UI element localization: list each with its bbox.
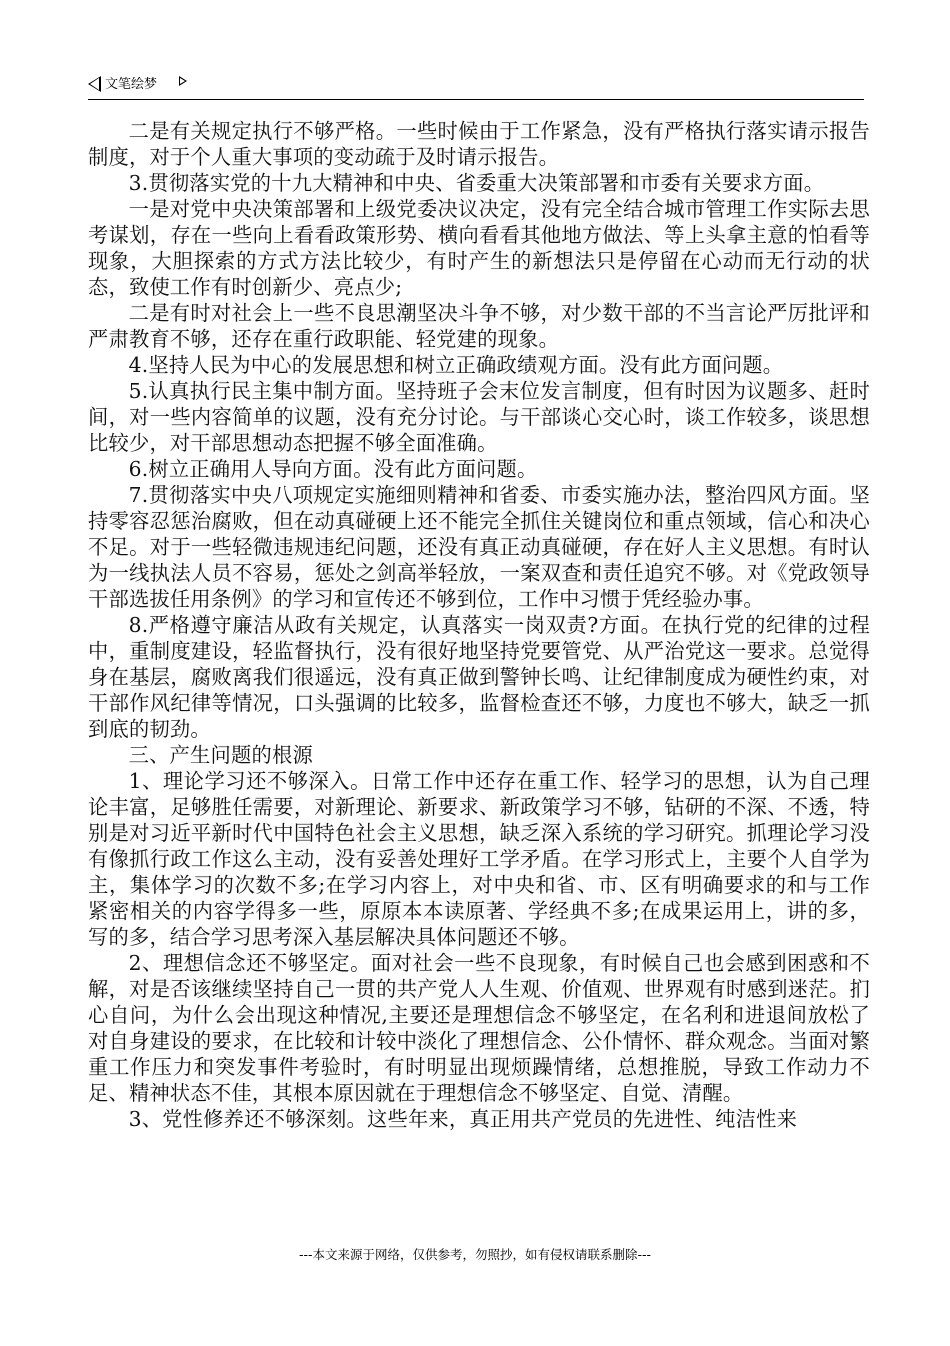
paragraph: 5.认真执行民主集中制方面。坚持班子会末位发言制度，但有时因为议题多、赶时间，对一些内容简单的议题，没有充分讨论。与干部谈心交心时，谈工作较多，谈思想比较少，对干部思想动态把握不够全面准确。 xyxy=(88,379,870,455)
header-title: 文笔绘梦 xyxy=(105,77,158,92)
paragraph: 4.坚持人民为中心的发展思想和树立正确政绩观方面。没有此方面问题。 xyxy=(128,353,784,377)
paragraph: 7.贯彻落实中央八项规定实施细则精神和省委、市委实施办法，整治四风方面。坚持零容忍惩治腐败，但在动真碰硬上还不能完全抓住关键岗位和重点领域，信心和决心不足。对于一些轻微违规违纪问题，还没有真正动真碰硬，存在好人主义思想。有时认为一线执法人员不容易，惩处之剑高举轻放，一案双查和责任追究不够。对《党政领导干部选拔任用条例》的学习和宣传还不够到位，工作中习惯于凭经验办事。 xyxy=(88,483,870,611)
footer-disclaimer: ---本文来源于网络，仅供参考，勿照抄，如有侵权请联系删除--- xyxy=(298,1247,652,1262)
paragraph: 3.贯彻落实党的十九大精神和中央、省委重大决策部署和市委有关要求方面。 xyxy=(128,171,825,195)
paragraph: 二是有时对社会上一些不良思潮坚决斗争不够，对少数干部的不当言论严厉批评和严肃教育不够，还存在重行政职能、轻党建的现象。 xyxy=(88,301,870,351)
section-heading: 三、产生问题的根源 xyxy=(128,743,313,767)
paragraph: 一是对党中央决策部署和上级党委决议决定，没有完全结合城市管理工作实际去思考谋划，存在一些向上看看政策形势、横向看看其他地方做法、等上头拿主意的怕看等现象，大胆探索的方式方法比较少，有时产生的新想法只是停留在心动而无行动的状态，致使工作有时创新少、亮点少; xyxy=(88,197,870,299)
document-body xyxy=(88,118,870,1132)
paragraph: 二是有关规定执行不够严格。一些时候由于工作紧急，没有严格执行落实请示报告制度，对于个人重大事项的变动疏于及时请示报告。 xyxy=(88,119,870,169)
paragraph: 3、党性修养还不够深刻。这些年来，真正用共产党员的先进性、纯洁性来 xyxy=(128,1107,798,1131)
page-header xyxy=(88,73,864,100)
paragraph: 1、理论学习还不够深入。日常工作中还存在重工作、轻学习的思想，认为自己理论丰富，足够胜任需要，对新理论、新要求、新政策学习不够，钻研的不深、不透，特别是对习近平新时代中国特色社会主义思想，缺乏深入系统的学习研究。抓理论学习没有像抓行政工作这么主动，没有妥善处理好工学矛盾。在学习形式上，主要个人自学为主，集体学习的次数不多;在学习内容上，对中央和省、市、区有明确要求的和与工作紧密相关的内容学得多一些，原原本本读原著、学经典不多;在成果运用上，讲的多，写的多，结合学习思考深入基层解决具体问题还不够。 xyxy=(88,769,870,949)
paragraph: 2、理想信念还不够坚定。面对社会一些不良现象，有时候自己也会感到困惑和不解，对是否该继续坚持自己一贯的共产党人人生观、价值观、世界观有时感到迷茫。扪心自问，为什么会出现这种情况,主要还是理想信念不够坚定，在名利和进退间放松了对自身建设的要求，在比较和计较中淡化了理想信念、公仆情怀、群众观念。当面对繁重工作压力和突发事件考验时，有时明显出现烦躁情绪，总想推脱，导致工作动力不足、精神状态不佳，其根本原因就在于理想信念不够坚定、自觉、清醒。 xyxy=(88,951,870,1105)
triangle-left-icon xyxy=(88,76,101,92)
paragraph: 6.树立正确用人导向方面。没有此方面问题。 xyxy=(128,457,538,481)
paragraph: 8.严格遵守廉洁从政有关规定，认真落实一岗双责?方面。在执行党的纪律的过程中，重制度建设，轻监督执行，没有很好地坚持党要管党、从严治党这一要求。总觉得身在基层，腐败离我们很遥远，没有真正做到警钟长鸣、让纪律制度成为硬性约束，对干部作风纪律等情况，口头强调的比较多，监督检查还不够，力度也不够大，缺乏一抓到底的韧劲。 xyxy=(88,613,870,741)
triangle-right-icon xyxy=(179,76,187,86)
